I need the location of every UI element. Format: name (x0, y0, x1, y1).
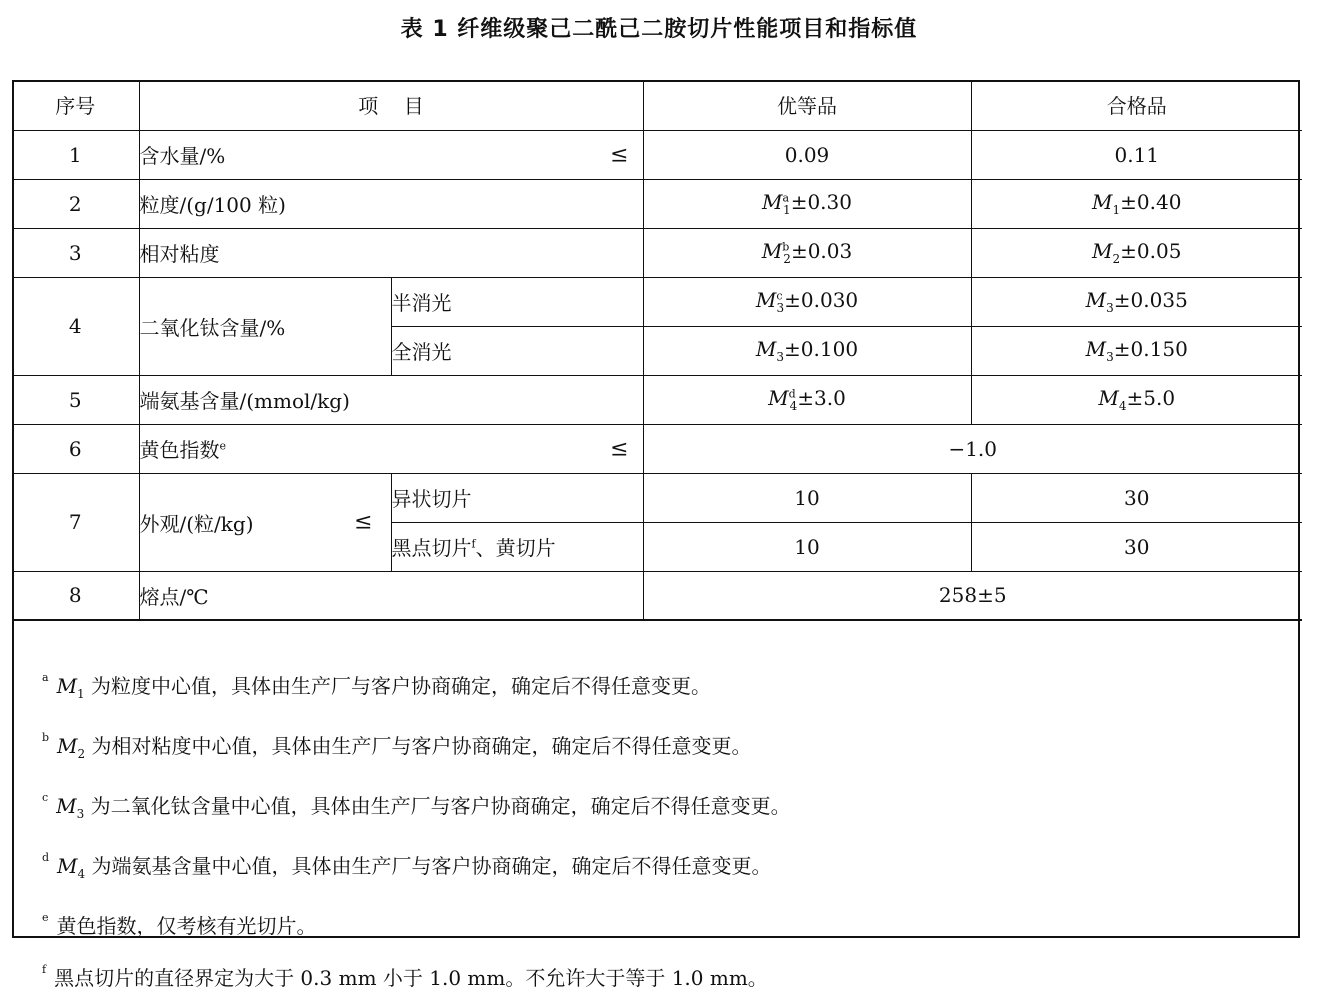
footnote-d: $^d$ $M_4$ 为端氨基含量中心值，具体由生产厂与客户协商确定，确定后不得任意变更。 (42, 851, 772, 881)
row-no: 3 (12, 228, 139, 277)
value-qualified: 30 (971, 522, 1302, 571)
row-no: 2 (12, 179, 139, 228)
row-item: 熔点/℃ (139, 571, 643, 620)
footnote-a: $^a$ $M_1$ 为粒度中心值，具体由生产厂与客户协商确定，确定后不得任意变更。 (42, 671, 712, 701)
value-qualified: 0.11 (971, 130, 1302, 179)
footnote-b: $^b$ $M_2$ 为相对粘度中心值，具体由生产厂与客户协商确定，确定后不得任意变更。 (42, 731, 752, 761)
row-no: 5 (12, 375, 139, 424)
row-subitem: 黑点切片$^f$、黄切片 (391, 522, 643, 571)
row-item: 端氨基含量/(mmol/kg) (139, 375, 643, 424)
footnotes (42, 656, 1282, 1000)
value-qualified: $M_2\pm 0.05$ (971, 228, 1302, 277)
row-no: 1 (12, 130, 139, 179)
value-qualified: $M_3\pm 0.150$ (971, 326, 1302, 375)
table-header-row (12, 80, 1302, 130)
table-row (12, 375, 1302, 424)
row-item (139, 424, 643, 473)
table-row (12, 179, 1302, 228)
header-no: 序号 (12, 80, 139, 130)
value-superior: 0.09 (643, 130, 971, 179)
spec-table (12, 80, 1302, 621)
row-no: 4 (12, 277, 139, 375)
footnote-mark: e (219, 439, 227, 453)
table-row (12, 130, 1302, 179)
value-merged: −1.0 (643, 424, 1302, 473)
row-item: 相对粘度 (139, 228, 643, 277)
table-row (12, 228, 1302, 277)
table-row (12, 571, 1302, 620)
table-row (12, 277, 1302, 326)
header-item: 项 目 (139, 80, 643, 130)
footnote-e: $^e$ 黄色指数，仅考核有光切片。 (42, 911, 317, 938)
item-label: 外观/(粒/kg) (139, 511, 254, 536)
value-qualified: $M_4\pm 5.0$ (971, 375, 1302, 424)
value-superior: M$^d_4$±3.0 (643, 375, 971, 424)
table-caption: 表 1 纤维级聚己二酰己二胺切片性能项目和指标值 (400, 17, 918, 42)
value-superior: M$^b_2$±0.03 (643, 228, 971, 277)
value-superior: $M_3\pm 0.100$ (643, 326, 971, 375)
value-superior: 10 (643, 473, 971, 522)
value-merged: 258±5 (643, 571, 1302, 620)
value-superior: M$^c_3$±0.030 (643, 277, 971, 326)
row-item (139, 473, 391, 571)
value-superior: M$^a_1$±0.30 (643, 179, 971, 228)
table-row (12, 424, 1302, 473)
row-subitem: 全消光 (391, 326, 643, 375)
le-symbol: ≤ (354, 509, 373, 535)
value-qualified: $M_1\pm 0.40$ (971, 179, 1302, 228)
footnote-f: $^f$ 黑点切片的直径界定为大于 0.3 mm 小于 1.0 mm。不允许大于等于 1.0 mm。 (42, 963, 768, 990)
footnote-c: $^c$ $M_3$ 为二氧化钛含量中心值，具体由生产厂与客户协商确定，确定后不得任意变更。 (42, 791, 791, 821)
item-label: 含水量/% (139, 144, 226, 168)
header-qualified: 合格品 (971, 80, 1302, 130)
row-subitem: 半消光 (391, 277, 643, 326)
row-no: 7 (12, 473, 139, 571)
value-qualified: $M_3\pm 0.035$ (971, 277, 1302, 326)
row-no: 8 (12, 571, 139, 620)
le-symbol: ≤ (610, 142, 629, 167)
row-no: 6 (12, 424, 139, 473)
row-subitem: 异状切片 (391, 473, 643, 522)
row-item: 粒度/(g/100 粒) (139, 179, 643, 228)
table-row (12, 473, 1302, 522)
header-superior: 优等品 (643, 80, 971, 130)
value-qualified: 30 (971, 473, 1302, 522)
le-symbol: ≤ (610, 436, 629, 461)
row-item: 二氧化钛含量/% (139, 277, 391, 375)
row-item (139, 130, 643, 179)
item-label: 黄色指数 (139, 438, 220, 462)
value-superior: 10 (643, 522, 971, 571)
